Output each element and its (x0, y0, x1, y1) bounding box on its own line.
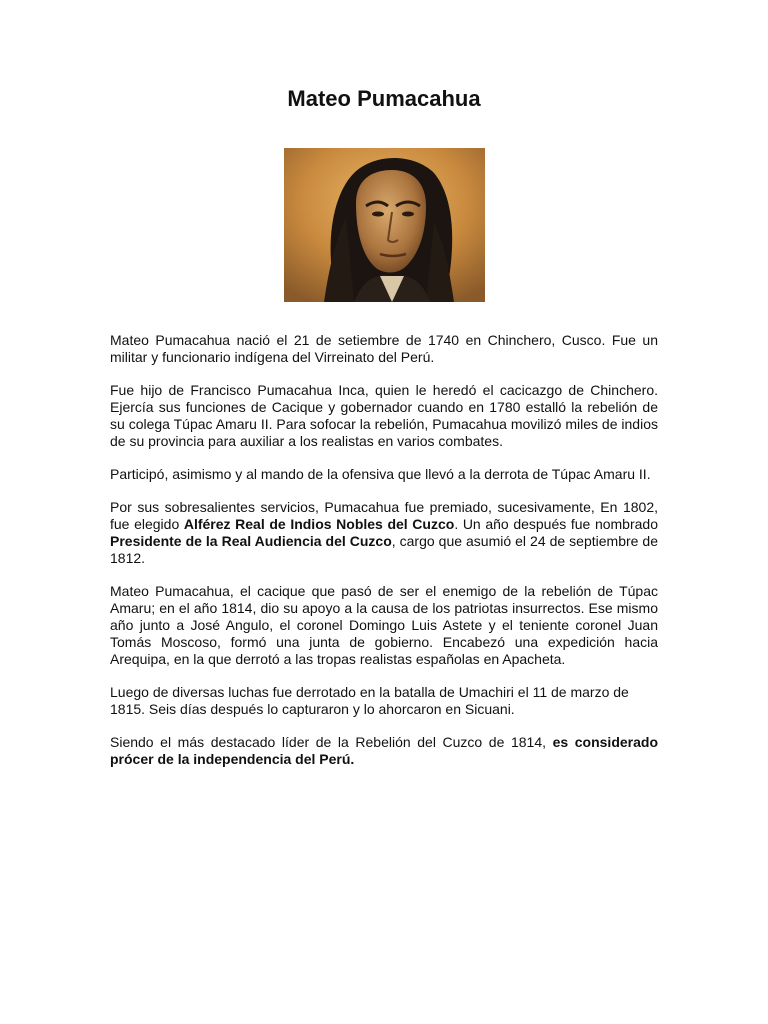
portrait-image (284, 148, 485, 302)
paragraph-4-text-a: Por sus sobresalientes servicios, Pumacahua fue premiado, sucesivamente, En 1802, fue elegido (110, 499, 658, 532)
paragraph-3: Participó, asimismo y al mando de la ofensiva que llevó a la derrota de Túpac Amaru II. (110, 466, 651, 482)
alferez-title: Alférez Real de Indios Nobles del Cuzco (183, 516, 455, 532)
biography-text (110, 332, 658, 784)
paragraph-4 (110, 499, 658, 567)
procer-statement: es considerado prócer de la independencia del Perú. (110, 734, 658, 767)
paragraph-2: Fue hijo de Francisco Pumacahua Inca, quien le heredó el cacicazgo de Chinchero. Ejercía sus funciones de Cacique y gobernador cuando en 1780 estalló la rebelión de su colega Túpac Amaru II. Para sofocar la rebelión, Pumacahua movilizó miles de indios de su provincia para auxiliar a los realistas en varios combates. (110, 382, 658, 449)
paragraph-6: Luego de diversas luchas fue derrotado en la batalla de Umachiri el 11 de marzo de 1815. Seis días después lo capturaron y lo ahorcaron en Sicuani. (110, 684, 629, 717)
page-title: Mateo Pumacahua (287, 86, 481, 111)
paragraph-5: Mateo Pumacahua, el cacique que pasó de ser el enemigo de la rebelión de Túpac Amaru; en el año 1814, dio su apoyo a la causa de los patriotas insurrectos. Ese mismo año junto a José Angulo, el coronel Domingo Luis Astete y el teniente coronel Juan Tomás Moscoso, formó una junta de gobierno. Encabezó una expedición hacia Arequipa, en la que derrotó a las tropas realistas españolas en Apacheta. (110, 583, 658, 667)
paragraph-4-text-c: . Un año después fue nombrado (454, 516, 658, 532)
portrait-icon (284, 148, 485, 302)
paragraph-4-text-e: , cargo que asumió el 24 de septiembre de 1812. (110, 533, 658, 566)
presidente-title: Presidente de la Real Audiencia del Cuzco (110, 533, 392, 549)
paragraph-1: Mateo Pumacahua nació el 21 de setiembre de 1740 en Chinchero, Cusco. Fue un militar y funcionario indígena del Virreinato del Perú. (110, 332, 658, 365)
paragraph-7 (110, 734, 658, 768)
paragraph-7-text-a: Siendo el más destacado líder de la Rebelión del Cuzco de 1814, (110, 734, 553, 750)
